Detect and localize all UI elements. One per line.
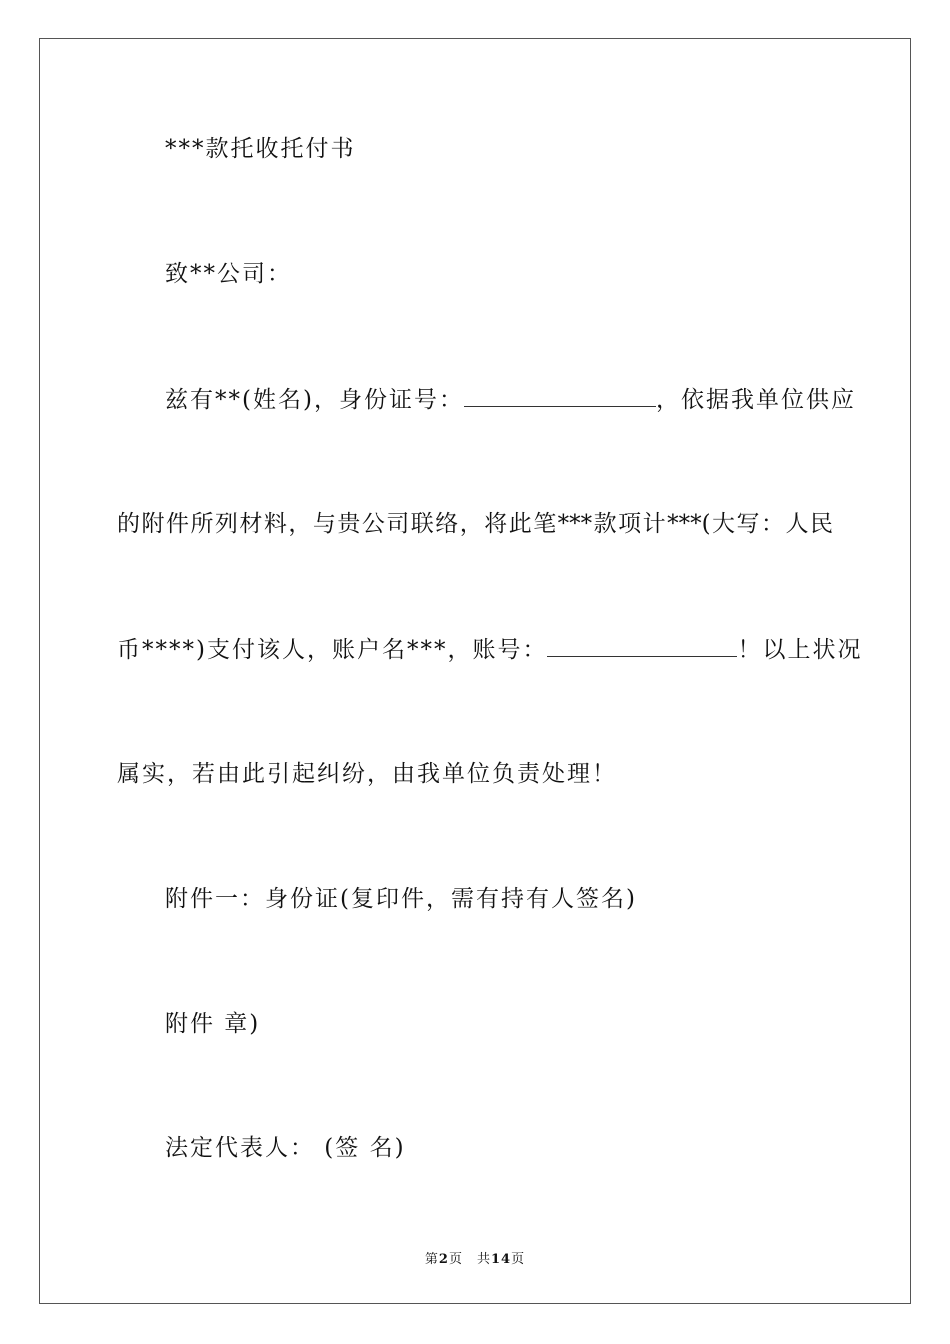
salutation: 致**公司： [165, 261, 292, 287]
page-border [39, 38, 911, 1304]
footer-page-number: 2 [438, 1252, 449, 1267]
paragraph-line-2: 的附件所列材料，与贵公司联络，将此笔***款项计***(大写：人民 [117, 511, 833, 537]
id-number-blank [464, 384, 656, 407]
document-title: ***款托收托付书 [165, 136, 356, 162]
attachment-one: 附件一：身份证(复印件，需有持有人签名) [165, 886, 637, 912]
footer-page-suffix: 页 [448, 1252, 463, 1267]
paragraph-line-4: 属实，若由此引起纠纷，由我单位负责处理！ [117, 761, 617, 787]
paragraph-line-3 [117, 634, 862, 665]
footer-total-pages: 14 [490, 1252, 512, 1267]
footer-total-suffix: 页 [511, 1252, 526, 1267]
attachment-two: 附件 章) [165, 1011, 261, 1037]
para1-line3-text-a: 币****)支付该人，账户名***，账号： [117, 637, 548, 663]
paragraph-line-1 [165, 384, 856, 415]
page-footer [0, 1248, 950, 1267]
para1-line1-text-b: ，依据我单位供应 [655, 387, 856, 413]
footer-total-prefix: 共 [476, 1252, 491, 1267]
para1-line3-text-b: ！以上状况 [737, 637, 863, 663]
para1-line1-text-a: 兹有**(姓名)，身份证号： [165, 387, 464, 413]
legal-representative: 法定代表人： (签 名) [165, 1135, 406, 1161]
footer-page-prefix: 第 [424, 1252, 439, 1267]
account-number-blank [547, 634, 737, 657]
